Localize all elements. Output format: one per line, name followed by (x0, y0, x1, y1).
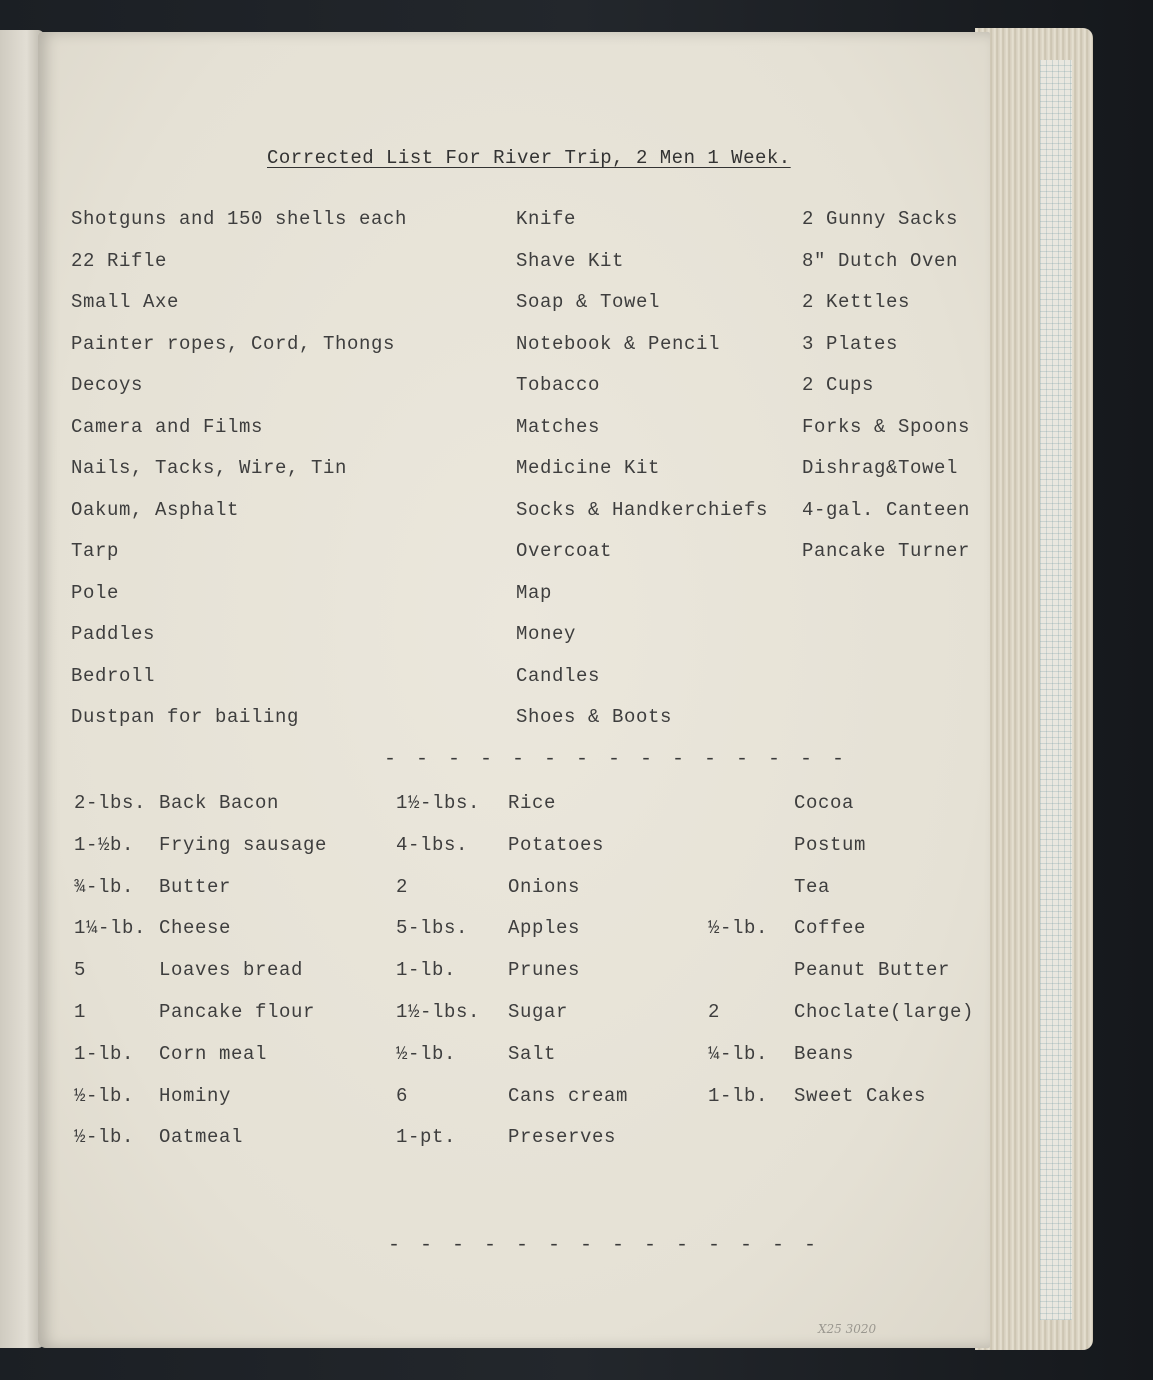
archive-call-number: X25 3020 (818, 1322, 877, 1336)
equipment-item: 2 Kettles (802, 291, 911, 313)
food-item: Coffee (794, 917, 867, 939)
food-quantity: 5-lbs. (396, 917, 469, 939)
equipment-item: Tarp (71, 540, 120, 562)
equipment-item: Overcoat (516, 540, 613, 562)
equipment-item: Pole (71, 582, 120, 604)
food-quantity: ½-lb. (74, 1126, 135, 1148)
food-item: Frying sausage (159, 834, 328, 856)
equipment-item: Matches (516, 416, 601, 438)
equipment-item: Forks & Spoons (802, 416, 971, 438)
food-item: Beans (794, 1043, 855, 1065)
food-quantity: 1½-lbs. (396, 792, 481, 814)
food-quantity: 1-½b. (74, 834, 135, 856)
food-item: Prunes (508, 959, 581, 981)
food-item: Pancake flour (159, 1001, 316, 1023)
food-quantity: 6 (396, 1085, 409, 1107)
equipment-item: Pancake Turner (802, 540, 971, 562)
food-item: Sugar (508, 1001, 569, 1023)
equipment-item: Map (516, 582, 553, 604)
equipment-item: Knife (516, 208, 577, 230)
food-item: Onions (508, 876, 581, 898)
equipment-item: Nails, Tacks, Wire, Tin (71, 457, 348, 479)
equipment-item: Decoys (71, 374, 144, 396)
food-item: Cheese (159, 917, 232, 939)
equipment-item: Bedroll (71, 665, 156, 687)
food-item: Peanut Butter (794, 959, 951, 981)
equipment-item: Shoes & Boots (516, 706, 673, 728)
graph-paper-strip (1040, 60, 1072, 1320)
equipment-item: Medicine Kit (516, 457, 661, 479)
equipment-item: 4-gal. Canteen (802, 499, 971, 521)
equipment-item: Tobacco (516, 374, 601, 396)
food-item: Cocoa (794, 792, 855, 814)
equipment-item: Dishrag&Towel (802, 457, 959, 479)
equipment-item: Dustpan for bailing (71, 706, 300, 728)
page-edges (975, 28, 1093, 1350)
equipment-item: 2 Gunny Sacks (802, 208, 959, 230)
equipment-item: Small Axe (71, 291, 180, 313)
food-item: Cans cream (508, 1085, 629, 1107)
food-item: Apples (508, 917, 581, 939)
equipment-item: Soap & Towel (516, 291, 661, 313)
food-item: Oatmeal (159, 1126, 244, 1148)
food-item: Butter (159, 876, 232, 898)
food-quantity: 5 (74, 959, 87, 981)
food-item: Rice (508, 792, 557, 814)
food-quantity: 4-lbs. (396, 834, 469, 856)
food-quantity: ½-lb. (74, 1085, 135, 1107)
food-quantity: 1-lb. (74, 1043, 135, 1065)
food-item: Choclate(large) (794, 1001, 975, 1023)
food-quantity: 1 (74, 1001, 87, 1023)
food-item: Sweet Cakes (794, 1085, 927, 1107)
equipment-item: Socks & Handkerchiefs (516, 499, 769, 521)
equipment-item: Painter ropes, Cord, Thongs (71, 333, 396, 355)
food-item: Potatoes (508, 834, 605, 856)
food-quantity: 1-lb. (396, 959, 457, 981)
food-item: Postum (794, 834, 867, 856)
food-quantity: ½-lb. (708, 917, 769, 939)
food-quantity: 1¼-lb. (74, 917, 147, 939)
equipment-item: 3 Plates (802, 333, 899, 355)
equipment-item: Shotguns and 150 shells each (71, 208, 408, 230)
food-quantity: 2-lbs. (74, 792, 147, 814)
equipment-item: Oakum, Asphalt (71, 499, 240, 521)
food-quantity: 2 (396, 876, 409, 898)
separator-top: - - - - - - - - - - - - - - - (384, 748, 849, 771)
food-quantity: ½-lb. (396, 1043, 457, 1065)
equipment-item: Camera and Films (71, 416, 264, 438)
food-item: Loaves bread (159, 959, 304, 981)
equipment-item: Notebook & Pencil (516, 333, 721, 355)
equipment-item: 2 Cups (802, 374, 875, 396)
equipment-item: 22 Rifle (71, 250, 168, 272)
equipment-item: 8" Dutch Oven (802, 250, 959, 272)
food-item: Preserves (508, 1126, 617, 1148)
food-item: Tea (794, 876, 831, 898)
food-quantity: 1-lb. (708, 1085, 769, 1107)
separator-bottom: - - - - - - - - - - - - - - (388, 1234, 821, 1257)
equipment-item: Shave Kit (516, 250, 625, 272)
food-quantity: 2 (708, 1001, 721, 1023)
food-item: Hominy (159, 1085, 232, 1107)
page-title: Corrected List For River Trip, 2 Men 1 Week. (267, 147, 791, 169)
food-item: Corn meal (159, 1043, 268, 1065)
food-item: Back Bacon (159, 792, 280, 814)
food-quantity: 1-pt. (396, 1126, 457, 1148)
equipment-item: Money (516, 623, 577, 645)
food-quantity: ¼-lb. (708, 1043, 769, 1065)
food-item: Salt (508, 1043, 557, 1065)
equipment-item: Candles (516, 665, 601, 687)
food-quantity: ¾-lb. (74, 876, 135, 898)
food-quantity: 1½-lbs. (396, 1001, 481, 1023)
equipment-item: Paddles (71, 623, 156, 645)
